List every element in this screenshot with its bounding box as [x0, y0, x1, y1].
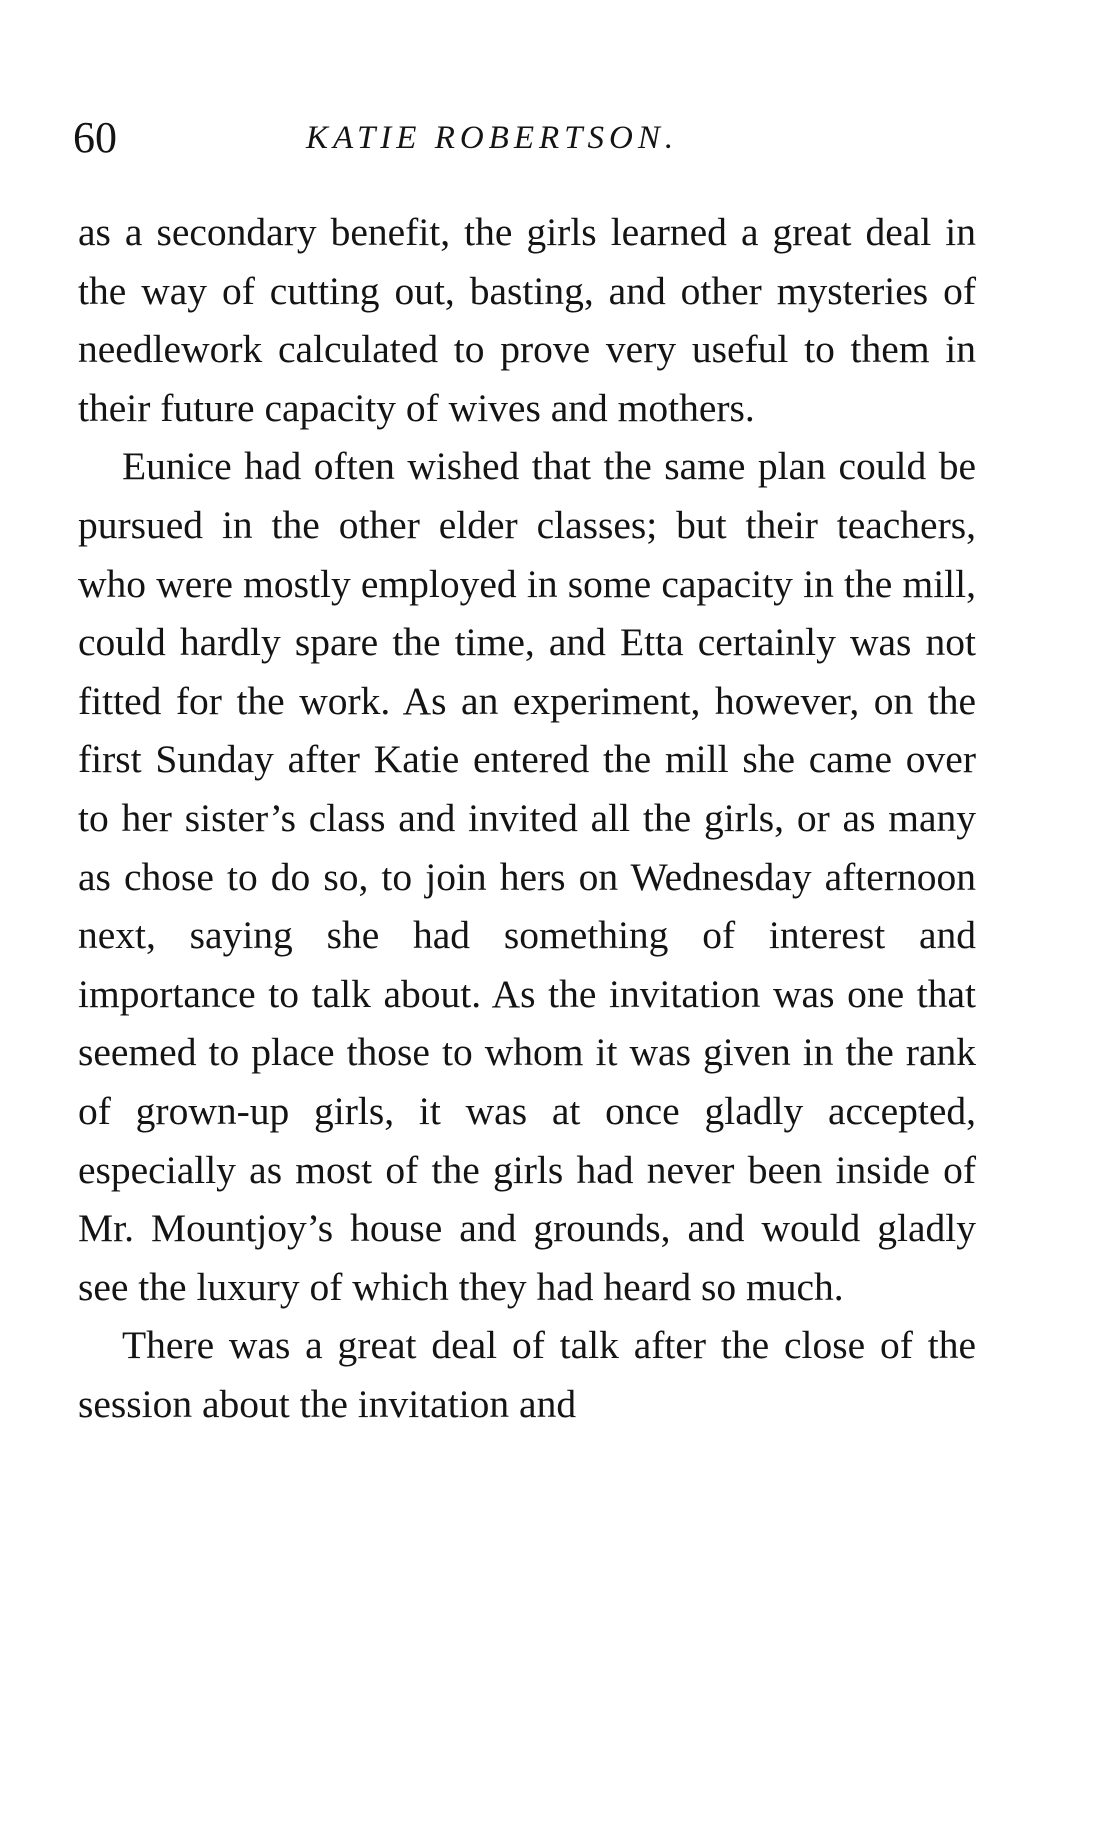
body-text — [78, 203, 976, 1433]
paragraph-2: Eunice had often wished that the same plan could be pursued in the other elder classes; but their teachers, who were mostly employed in some capacity in the mill, could hardly spare the time, and Etta certainly was not fitted for the work. As an experiment, however, on the first Sunday after Katie entered the mill she came over to her sister’s class and invited all the girls, or as many as chose to do so, to join hers on Wednesday afternoon next, saying she had something of interest and importance to talk about. As the invitation was one that seemed to place those to whom it was given in the rank of grown-up girls, it was at once gladly accepted, especially as most of the girls had never been inside of Mr. Mountjoy’s house and grounds, and would gladly see the luxury of which they had heard so much. — [78, 444, 976, 1309]
page-header — [73, 112, 973, 172]
running-title: KATIE ROBERTSON. — [306, 120, 679, 156]
paragraph-3: There was a great deal of talk after the close of the session about the invitation and — [78, 1323, 976, 1426]
page-number: 60 — [73, 113, 117, 162]
paragraph-1: as a secondary benefit, the girls learned a great deal in the way of cutting out, basting, and other mysteries of needlework calculated to prove very useful to them in their future capacity of wives and mothers. — [78, 210, 976, 430]
